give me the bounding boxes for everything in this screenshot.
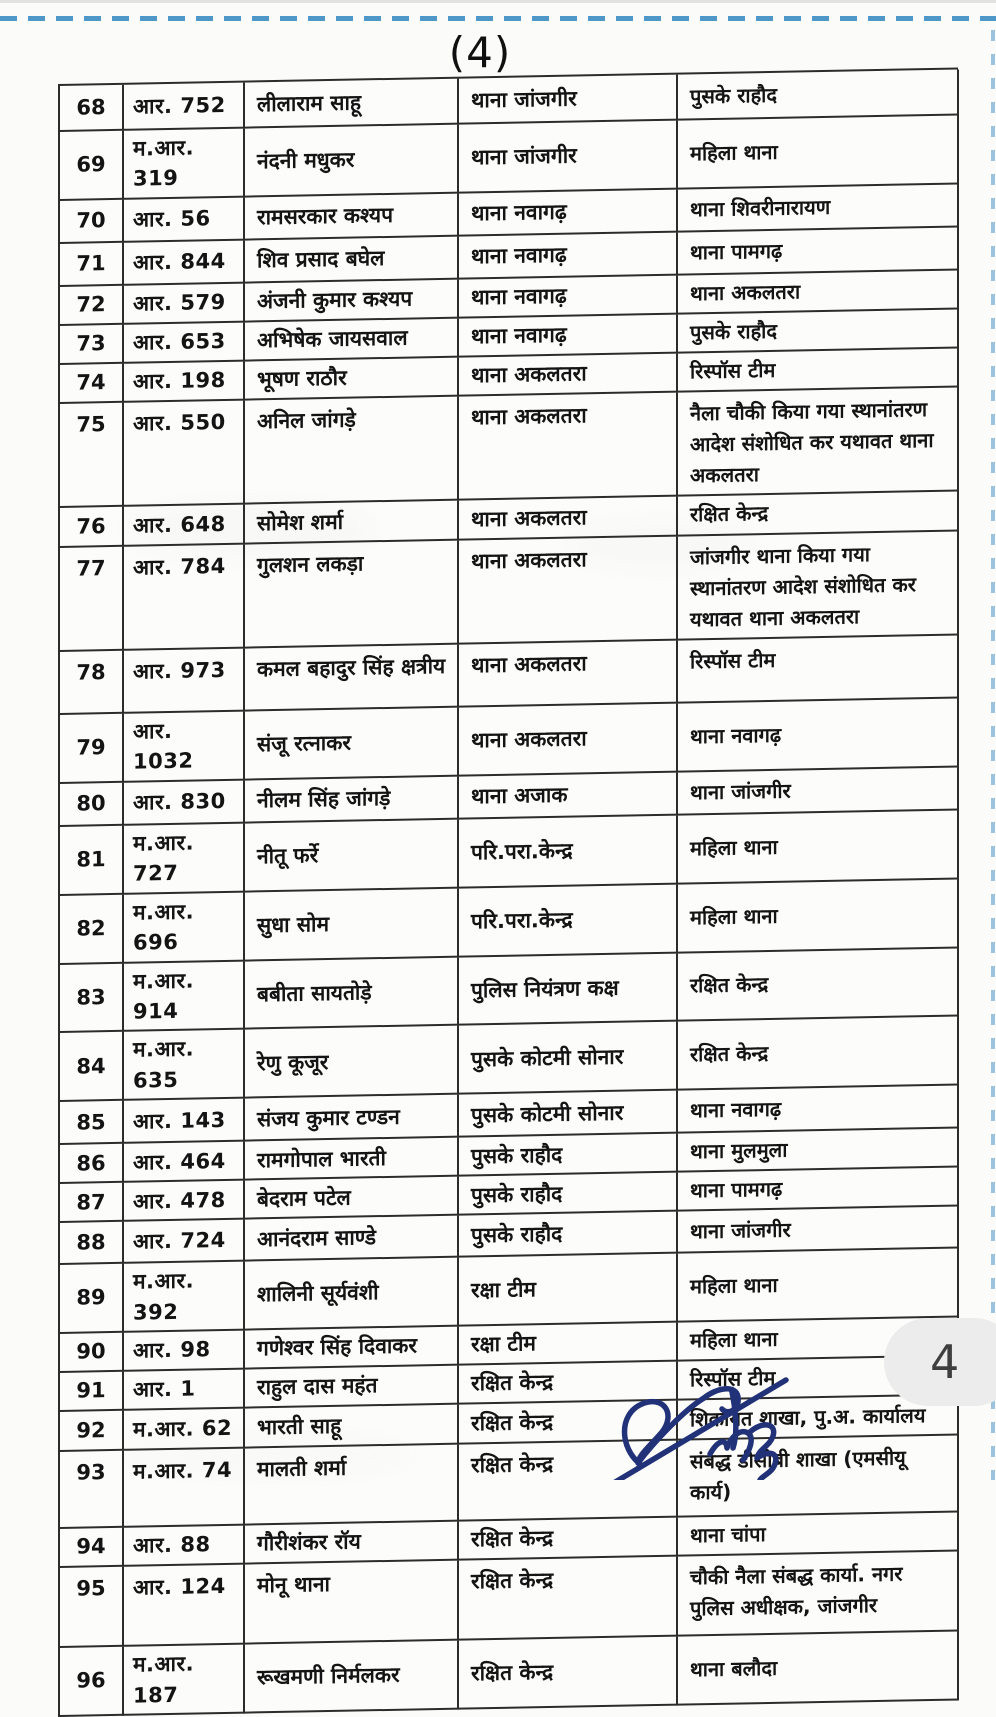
cell-name: मालती शर्मा	[245, 1445, 459, 1526]
cell-from: थाना नवागढ़	[459, 315, 678, 358]
cell-to: थाना नवागढ़	[678, 698, 959, 772]
cell-badge: आर. 56	[124, 197, 245, 242]
cell-name: मोनू थाना	[245, 1561, 459, 1645]
cell-sno: 96	[60, 1647, 124, 1717]
cell-sno: 79	[60, 714, 124, 784]
cell-from: थाना अकलतरा	[459, 393, 678, 501]
cell-name: गणेश्वर सिंह दिवाकर	[245, 1327, 459, 1370]
cell-sno: 85	[60, 1101, 124, 1145]
cell-from: पुसके राहौद	[459, 1212, 678, 1258]
cell-badge: आर. 464	[124, 1142, 245, 1183]
cell-sno: 75	[60, 403, 124, 508]
cell-from: थाना नवागढ़	[459, 233, 678, 280]
cell-name: संजू रत्नाकर	[245, 708, 459, 781]
cell-to: महिला थाना	[678, 115, 959, 189]
cell-from: पुलिस नियंत्रण कक्ष	[459, 953, 678, 1026]
cell-sno: 80	[60, 783, 124, 827]
cell-sno: 88	[60, 1222, 124, 1265]
cell-sno: 95	[60, 1567, 124, 1648]
cell-badge: म.आर. 392	[124, 1262, 245, 1333]
cell-to: महिला थाना	[678, 1249, 959, 1323]
cell-badge: म.आर. 187	[124, 1645, 245, 1716]
cell-from: रक्षित केन्द्र	[459, 1637, 678, 1710]
cell-from: रक्षित केन्द्र	[459, 1557, 678, 1641]
cell-to: जांजगीर थाना किया गया स्थानांतरण आदेश संशोधित कर यथावत थाना अकलतरा	[678, 531, 959, 640]
cell-badge: म.आर. 62	[124, 1409, 245, 1451]
cell-name: संजय कुमार टण्डन	[245, 1095, 459, 1142]
cell-from: थाना जांजगीर	[459, 75, 678, 125]
cell-name: अनिल जांगड़े	[245, 397, 459, 505]
cell-badge: म.आर. 319	[124, 129, 245, 200]
cell-badge: आर. 784	[124, 544, 245, 650]
cell-name: अभिषेक जायसवाल	[245, 319, 459, 362]
cell-badge: आर. 550	[124, 400, 245, 506]
cell-from: थाना अकलतरा	[459, 704, 678, 777]
cell-to: थाना जांजगीर	[678, 767, 959, 815]
cell-to: थाना जांजगीर	[678, 1207, 959, 1254]
cell-sno: 89	[60, 1264, 124, 1334]
cell-from: रक्षित केन्द्र	[459, 1401, 678, 1445]
cell-badge: आर. 88	[124, 1526, 245, 1567]
cell-sno: 73	[60, 325, 124, 365]
top-dashed-guide-line	[0, 16, 996, 21]
cell-name: सोमेश शर्मा	[245, 501, 459, 545]
cell-to: थाना पामगढ़	[678, 227, 959, 275]
cell-from: पुसके कोटमी सोनार	[459, 1022, 678, 1095]
cell-badge: आर. 752	[124, 83, 245, 131]
cell-from: थाना जांजगीर	[459, 121, 678, 194]
cell-to: रक्षित केन्द्र	[678, 948, 959, 1022]
cell-name: गुलशन लकड़ा	[245, 541, 459, 649]
cell-sno: 70	[60, 200, 124, 244]
page-badge-label: 4	[930, 1335, 960, 1389]
cell-sno: 83	[60, 963, 124, 1033]
cell-badge: आर. 579	[124, 283, 245, 324]
cell-from: परि.परा.केन्द्र	[459, 884, 678, 957]
cell-sno: 78	[60, 651, 124, 715]
cell-badge: आर. 478	[124, 1181, 245, 1222]
cell-name: शिव प्रसाद बघेल	[245, 237, 459, 284]
cell-to: थाना चांपा	[678, 1513, 959, 1557]
cell-from: थाना अजाक	[459, 772, 678, 819]
cell-badge: आर. 648	[124, 504, 245, 546]
cell-badge: आर. 973	[124, 648, 245, 713]
cell-sno: 86	[60, 1144, 124, 1184]
cell-name: रामगोपाल भारती	[245, 1138, 459, 1181]
cell-badge: म.आर. 696	[124, 892, 245, 963]
cell-name: कमल बहादुर सिंह क्षत्रीय	[245, 645, 459, 712]
cell-to: रिस्पॉस टीम	[678, 1357, 959, 1401]
cell-name: नंदनी मधुकर	[245, 125, 459, 198]
cell-from: थाना अकलतरा	[459, 497, 678, 541]
cell-badge: आर. 98	[124, 1331, 245, 1372]
cell-badge: म.आर. 635	[124, 1030, 245, 1101]
cell-sno: 71	[60, 243, 124, 287]
cell-from: पुसके राहौद	[459, 1173, 678, 1216]
cell-to: शिकायत शाखा, पु.अ. कार्यालय	[678, 1396, 959, 1441]
cell-sno: 82	[60, 894, 124, 964]
page-number-heading: (4)	[448, 28, 512, 77]
cell-sno: 69	[60, 131, 124, 201]
cell-from: रक्षित केन्द्र	[459, 1441, 678, 1522]
cell-name: शालिनी सूर्यवंशी	[245, 1258, 459, 1331]
cell-badge: आर. 124	[124, 1565, 245, 1647]
cell-sno: 93	[60, 1451, 124, 1529]
cell-badge: आर. 1032	[124, 711, 245, 782]
cell-from: पुसके राहौद	[459, 1134, 678, 1177]
cell-sno: 72	[60, 286, 124, 326]
cell-sno: 91	[60, 1372, 124, 1412]
signature-ink	[598, 1366, 882, 1480]
cell-name: बबीता सायतोड़े	[245, 957, 459, 1030]
cell-sno: 92	[60, 1411, 124, 1452]
cell-from: रक्षित केन्द्र	[459, 1518, 678, 1561]
cell-sno: 76	[60, 507, 124, 548]
cell-badge: आर. 143	[124, 1099, 245, 1144]
cell-name: सुधा सोम	[245, 888, 459, 961]
cell-from: पुसके कोटमी सोनार	[459, 1091, 678, 1138]
cell-badge: म.आर. 727	[124, 823, 245, 894]
cell-to: महिला थाना	[678, 1318, 959, 1362]
cell-name: नीलम सिंह जांगड़े	[245, 776, 459, 823]
cell-badge: आर. 198	[124, 361, 245, 402]
cell-to: थाना बलौदा	[678, 1632, 959, 1706]
cell-to: महिला थाना	[678, 879, 959, 953]
cell-name: अंजनी कुमार कश्यप	[245, 280, 459, 323]
cell-to: नैला चौकी किया गया स्थानांतरण आदेश संशोधित कर यथावत थाना अकलतरा	[678, 387, 959, 496]
cell-badge: आर. 844	[124, 240, 245, 285]
cell-to: रक्षित केन्द्र	[678, 491, 959, 536]
page-number-badge	[884, 1318, 996, 1406]
table-row	[60, 387, 958, 507]
cell-sno: 74	[60, 364, 124, 404]
cell-name: गौरीशंकर रॉय	[245, 1522, 459, 1565]
cell-to: थाना शिवरीनारायण	[678, 184, 959, 232]
cell-to: रिस्पॉस टीम	[678, 635, 959, 703]
cell-to: चौकी नैला संबद्ध कार्या. नगर पुलिस अधीक्षक, जांजगीर	[678, 1552, 959, 1637]
cell-sno: 77	[60, 547, 124, 652]
cell-badge: म.आर. 914	[124, 961, 245, 1032]
cell-to: थाना पामगढ़	[678, 1168, 959, 1212]
cell-badge: आर. 653	[124, 322, 245, 363]
cell-name: भूषण राठौर	[245, 358, 459, 401]
cell-name: रूखमणी निर्मलकर	[245, 1641, 459, 1714]
cell-to: संबद्ध डीसीबी शाखा (एमसीयू कार्य)	[678, 1436, 959, 1518]
cell-sno: 84	[60, 1032, 124, 1102]
cell-from: थाना अकलतरा	[459, 537, 678, 645]
cell-name: बेदराम पटेल	[245, 1177, 459, 1220]
cell-to: थाना मुलमुला	[678, 1129, 959, 1173]
cell-from: रक्षा टीम	[459, 1323, 678, 1366]
right-dashed-guide-line	[991, 30, 995, 1480]
cell-from: थाना नवागढ़	[459, 190, 678, 237]
cell-sno: 68	[60, 85, 124, 132]
cell-from: रक्षा टीम	[459, 1254, 678, 1327]
cell-from: परि.परा.केन्द्र	[459, 815, 678, 888]
cell-from: रक्षित केन्द्र	[459, 1362, 678, 1405]
cell-sno: 87	[60, 1183, 124, 1223]
cell-name: लीलाराम साहू	[245, 79, 459, 129]
cell-name: रामसरकार कश्यप	[245, 194, 459, 241]
cell-name: रेणु कूजूर	[245, 1026, 459, 1099]
cell-badge: म.आर. 74	[124, 1449, 245, 1528]
cell-sno: 94	[60, 1528, 124, 1568]
cell-to: रिस्पॉस टीम	[678, 348, 959, 392]
cell-sno: 81	[60, 826, 124, 896]
cell-to: महिला थाना	[678, 810, 959, 884]
cell-from: थाना नवागढ़	[459, 276, 678, 319]
cell-name: राहुल दास महंत	[245, 1366, 459, 1409]
cell-to: पुसके राहौद	[678, 69, 959, 120]
cell-badge: आर. 724	[124, 1220, 245, 1264]
cell-name: भारती साहू	[245, 1405, 459, 1449]
cell-sno: 90	[60, 1333, 124, 1373]
cell-to: थाना अकलतरा	[678, 270, 959, 314]
cell-badge: आर. 830	[124, 780, 245, 825]
cell-to: पुसके राहौद	[678, 309, 959, 353]
cell-to: थाना नवागढ़	[678, 1086, 959, 1134]
cell-to: रक्षित केन्द्र	[678, 1017, 959, 1091]
scan-top-edge	[0, 0, 996, 3]
cell-badge: आर. 1	[124, 1370, 245, 1411]
cell-name: नीतू फर्रे	[245, 819, 459, 892]
cell-name: आनंदराम साण्डे	[245, 1216, 459, 1262]
cell-from: थाना अकलतरा	[459, 641, 678, 708]
table-row	[60, 531, 958, 651]
cell-from: थाना अकलतरा	[459, 354, 678, 397]
